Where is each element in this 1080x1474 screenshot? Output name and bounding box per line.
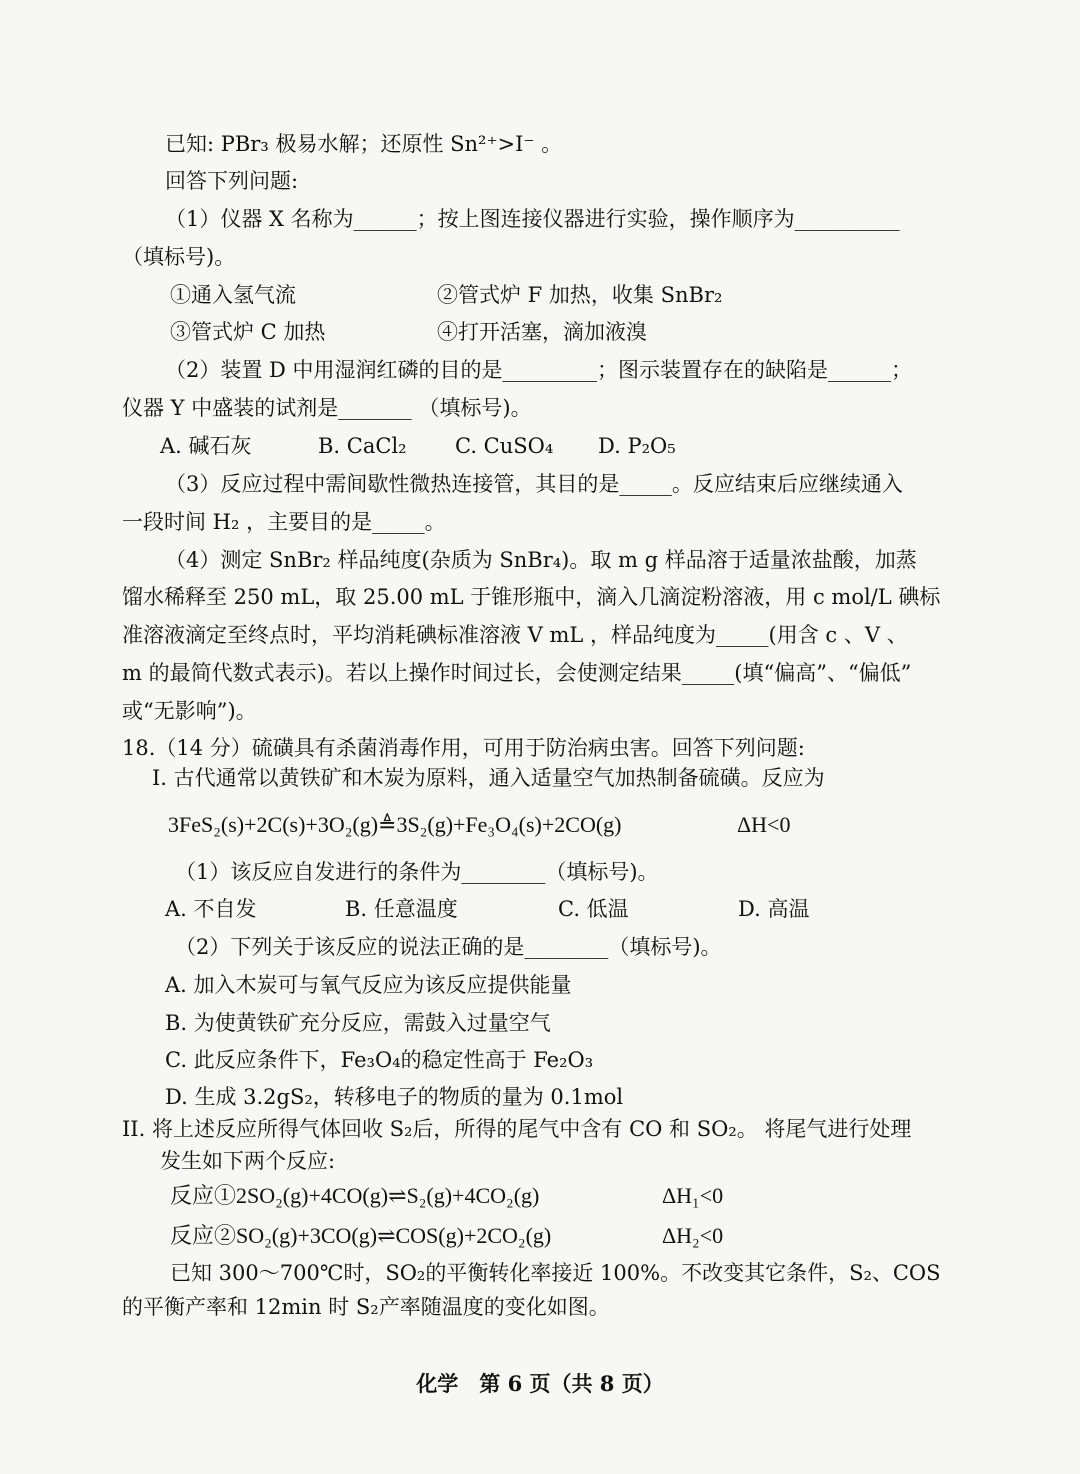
reaction-2-dh: ΔH₂<0 (662, 1223, 724, 1248)
q18-1-option-c: C. 低温 (558, 897, 629, 921)
reaction-1-dh: ΔH₁<0 (662, 1183, 724, 1208)
reaction-2-formula: 反应②SO₂(g)+3CO(g)⇌COS(g)+2CO₂(g) (170, 1223, 552, 1248)
step-4: ④打开活塞，滴加液溴 (437, 320, 647, 344)
part-1-text: I. 古代通常以黄铁矿和木炭为原料，通入适量空气加热制备硫磺。反应为 (152, 766, 825, 790)
answer-prompt: 回答下列问题: (165, 169, 299, 193)
q4-text-4: m 的最简代数式表示)。若以上操作时间过长，会使测定结果_____(填“偏高”、“偏低” (122, 661, 912, 685)
q2-text-2: 仪器 Y 中盛装的试剂是_______ （填标号)。 (122, 396, 532, 420)
q18-1-option-a: A. 不自发 (165, 897, 257, 921)
equation-main-formula: 3FeS₂(s)+2C(s)+3O₂(g)≜3S₂(g)+Fe₃O₄(s)+2CO(g) (168, 812, 622, 837)
q3-text-1: （3）反应过程中需间歇性微热连接管，其目的是_____。反应结束后应继续通入 (165, 472, 903, 496)
q18-2-option-b: B. 为使黄铁矿充分反应，需鼓入过量空气 (165, 1011, 551, 1035)
part-2-text-2: 发生如下两个反应: (160, 1149, 336, 1173)
q18-1-text: （1）该反应自发进行的条件为________（填标号)。 (175, 860, 659, 884)
q4-text-2: 馏水稀释至 250 mL，取 25.00 mL 于锥形瓶中，滴入几滴淀粉溶液，用 c mol/L 碘标 (122, 585, 941, 609)
condition-text-2: 的平衡产率和 12min 时 S₂产率随温度的变化如图。 (122, 1295, 610, 1319)
q4-text-1: （4）测定 SnBr₂ 样品纯度(杂质为 SnBr₄)。取 m g 样品溶于适量浓盐酸，加蒸 (165, 548, 917, 572)
step-2: ②管式炉 F 加热，收集 SnBr₂ (437, 283, 723, 307)
q3-text-2: 一段时间 H₂ ，主要目的是_____。 (122, 510, 446, 534)
equation-main-dh: ΔH<0 (737, 812, 791, 837)
q2-option-b: B. CaCl₂ (318, 434, 407, 458)
q18-2-option-d: D. 生成 3.2gS₂，转移电子的物质的量为 0.1mol (165, 1085, 624, 1109)
q18-2-option-a: A. 加入木炭可与氧气反应为该反应提供能量 (165, 973, 572, 997)
q4-text-3: 准溶液滴定至终点时，平均消耗碘标准溶液 V mL ，样品纯度为_____(用含 c 、V 、 (122, 623, 908, 647)
q2-option-a: A. 碱石灰 (160, 434, 252, 458)
q18-2-option-c: C. 此反应条件下，Fe₃O₄的稳定性高于 Fe₂O₃ (165, 1048, 594, 1072)
known-text: 已知: PBr₃ 极易水解；还原性 Sn²⁺>I⁻ 。 (165, 132, 563, 156)
page-footer: 化学 第 6 页（共 8 页） (416, 1371, 664, 1396)
step-3: ③管式炉 C 加热 (170, 320, 326, 344)
q1-text-1: （1）仪器 X 名称为______；按上图连接仪器进行实验，操作顺序为__________ (165, 207, 900, 231)
q18-1-option-b: B. 任意温度 (345, 897, 458, 921)
reaction-1-formula: 反应①2SO₂(g)+4CO(g)⇌S₂(g)+4CO₂(g) (170, 1183, 540, 1208)
q2-option-c: C. CuSO₄ (455, 434, 554, 458)
q18-2-text: （2）下列关于该反应的说法正确的是________（填标号)。 (175, 935, 722, 959)
q2-text-1: （2）装置 D 中用湿润红磷的目的是_________；图示装置存在的缺陷是______； (165, 358, 913, 382)
part-2-text-1: II. 将上述反应所得气体回收 S₂后，所得的尾气中含有 CO 和 SO₂。 将尾气进行处理 (122, 1117, 912, 1141)
q2-option-d: D. P₂O₅ (598, 434, 676, 458)
step-1: ①通入氢气流 (170, 283, 296, 307)
q18-title: 18.（14 分）硫磺具有杀菌消毒作用，可用于防治病虫害。回答下列问题: (122, 736, 805, 760)
q4-text-5: 或“无影响”)。 (122, 699, 257, 723)
q18-1-option-d: D. 高温 (738, 897, 810, 921)
condition-text-1: 已知 300～700℃时，SO₂的平衡转化率接近 100%。不改变其它条件，S₂、COS (170, 1261, 941, 1285)
q1-text-2: （填标号)。 (122, 245, 236, 269)
